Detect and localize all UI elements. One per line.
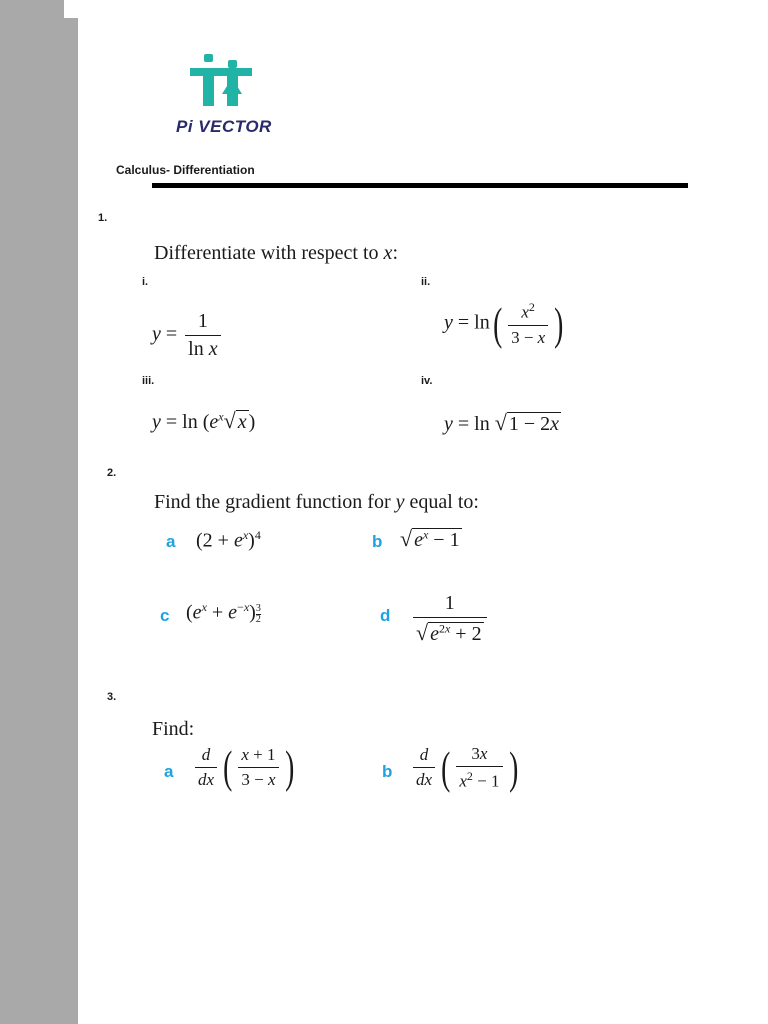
document-title: Calculus- Differentiation: [116, 163, 255, 177]
math-expression: $y = \ln (e^x√$ x ): [152, 408, 256, 433]
pi-vector-logo-icon: [186, 52, 256, 108]
math-expression: $(e^x + e^{-x})$ $\frac{3}{2}$: [186, 600, 261, 625]
part-label: a: [164, 762, 174, 781]
question-instruction: Find the gradient function for y equal to:: [154, 491, 479, 513]
question-number: 3.: [107, 691, 117, 703]
question-instruction: Differentiate with respect to x:: [154, 242, 398, 264]
question-number: 1.: [98, 212, 108, 224]
math-expression: y = ln( $\frac{x^2}{3 - x}$ ): [444, 297, 564, 349]
part-label: c: [160, 606, 170, 625]
math-expression: $\frac{1}{√ e^{2x} + 2}$: [410, 592, 490, 646]
question-number: 2.: [107, 467, 117, 479]
part-label: b: [372, 532, 383, 551]
question-instruction: Find:: [152, 718, 195, 740]
sub-label: iii.: [142, 375, 155, 387]
math-expression: $(2 + e^x)^4$: [196, 528, 261, 552]
sub-label: i.: [142, 276, 149, 288]
sub-label: iv.: [421, 375, 433, 387]
math-expression: y = ln √ 1 − 2x: [444, 410, 559, 435]
part-label: b: [382, 762, 393, 781]
math-expression: $\frac{d}{dx}$ ( $\frac{x + 1}{3 - x}$ ): [192, 744, 297, 790]
page-edge: [64, 18, 78, 1024]
math-expression: y = $\frac{1}{\text{ln x}}$: [152, 310, 224, 361]
header-rule: [152, 183, 688, 188]
sub-label: ii.: [421, 276, 431, 288]
math-expression: √ $e^x - 1$: [400, 526, 460, 551]
part-label: d: [380, 606, 391, 625]
part-label: a: [166, 532, 176, 551]
logo-text: Pi VECTOR: [176, 117, 272, 136]
math-expression: $\frac{d}{dx}$ ( $\frac{3x}{x^2 - 1}$ ): [410, 744, 521, 792]
top-margin: [0, 0, 64, 18]
